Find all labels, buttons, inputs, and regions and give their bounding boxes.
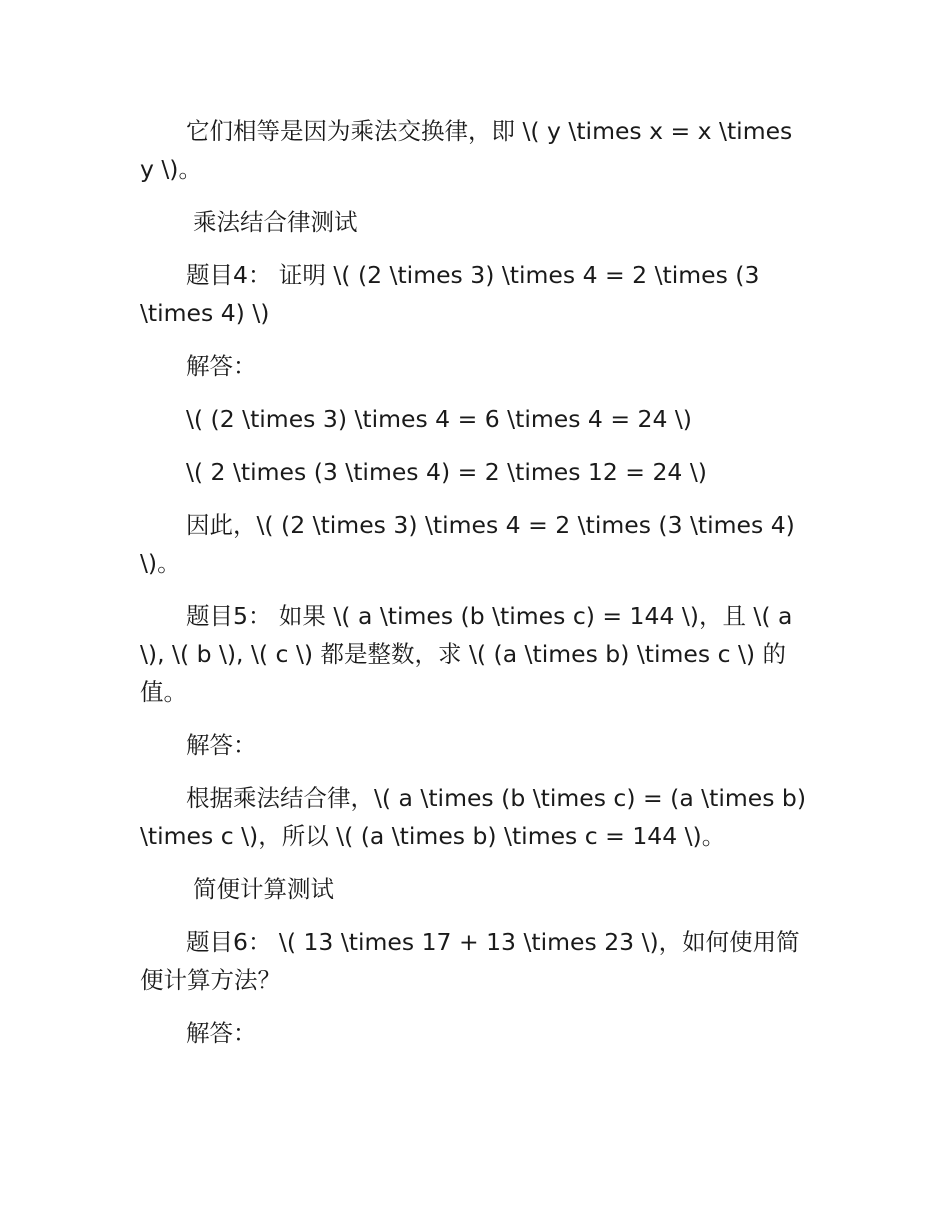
answer-step-1: \( (2 \times 3) \times 4 = 6 \times 4 = 24 \) (186, 405, 692, 433)
answer-label: 解答： (186, 1019, 257, 1047)
paragraph-commutative-conclusion: 它们相等是因为乘法交换律，即 \( y \times x = x \times y \)。 (140, 117, 793, 183)
section-heading-simplified-calculation: 简便计算测试 (193, 875, 334, 903)
question-4: 题目4： 证明 \( (2 \times 3) \times 4 = 2 \times (3 \times 4) \) (140, 261, 760, 327)
answer-explanation: 根据乘法结合律，\( a \times (b \times c) = (a \times b) \times c \)，所以 \( (a \times b) \times c = 144 \)。 (140, 784, 806, 850)
answer-step-2: \( 2 \times (3 \times 4) = 2 \times 12 = 24 \) (186, 458, 707, 486)
section-heading-associative-test: 乘法结合律测试 (193, 208, 358, 236)
answer-conclusion: 因此，\( (2 \times 3) \times 4 = 2 \times (3 \times 4) \)。 (140, 511, 795, 577)
question-5: 题目5： 如果 \( a \times (b \times c) = 144 \)，且 \( a \), \( b \), \( c \) 都是整数，求 \( (a \times b) \times c \) 的值。 (140, 602, 793, 706)
answer-label: 解答： (186, 352, 257, 380)
question-6: 题目6： \( 13 \times 17 + 13 \times 23 \)，如何使用简便计算方法？ (140, 928, 800, 994)
document-body (140, 112, 812, 1067)
answer-label: 解答： (186, 731, 257, 759)
